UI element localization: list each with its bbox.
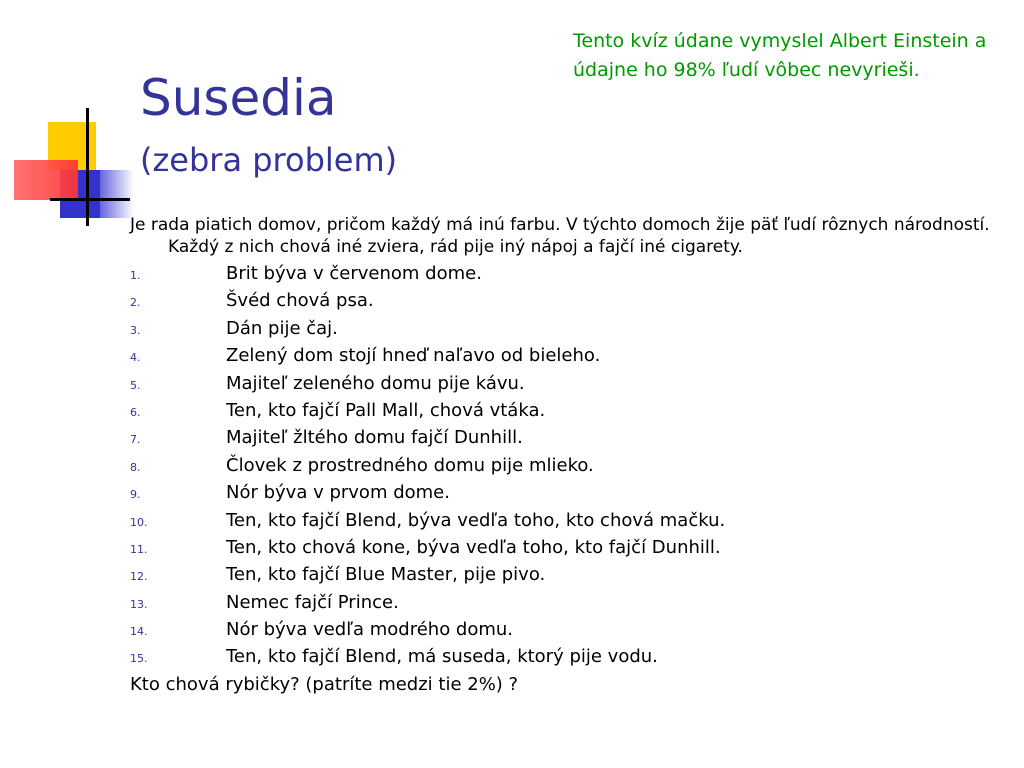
slide-subtitle: (zebra problem)	[140, 141, 398, 179]
clue-number: 15.	[130, 652, 148, 666]
clue-text: Ten, kto fajčí Blend, býva vedľa toho, kto chová mačku.	[226, 509, 726, 531]
clue-number: 3.	[130, 323, 141, 337]
clue-item	[130, 288, 1000, 315]
clue-item	[130, 644, 1000, 671]
clue-number: 2.	[130, 296, 141, 310]
clue-item	[130, 562, 1000, 589]
clue-number: 5.	[130, 378, 141, 392]
clue-item	[130, 590, 1000, 617]
clue-number: 9.	[130, 488, 141, 502]
clue-number: 14.	[130, 625, 148, 639]
clue-text: Nemec fajčí Prince.	[226, 591, 399, 613]
slide-title: Susedia	[140, 69, 337, 127]
clue-item	[130, 371, 1000, 398]
vertical-line	[86, 108, 89, 226]
clue-number: 8.	[130, 460, 141, 474]
clue-text: Švéd chová psa.	[226, 290, 374, 312]
clue-item	[130, 425, 1000, 452]
clue-number: 4.	[130, 351, 141, 365]
clue-item	[130, 535, 1000, 562]
clue-number: 11.	[130, 542, 148, 556]
clue-text: Ten, kto fajčí Blend, má suseda, ktorý pije vodu.	[226, 646, 658, 668]
einstein-note: Tento kvíz údane vymyslel Albert Einstein a údajne ho 98% ľudí vôbec nevyrieši.	[573, 30, 987, 81]
clue-text: Ten, kto fajčí Blue Master, pije pivo.	[226, 564, 546, 586]
clue-text: Majiteľ zeleného domu pije kávu.	[226, 372, 525, 394]
red-rectangle-icon	[14, 160, 78, 200]
intro-paragraph: Je rada piatich domov, pričom každý má inú farbu. V týchto domoch žije päť ľudí rôznych národností. Každý z nich chová iné zviera, rád pije iný nápoj a fajčí iné cigarety.	[130, 215, 990, 257]
clue-item	[130, 398, 1000, 425]
final-question: Kto chová rybičky? (patríte medzi tie 2%) ?	[130, 673, 519, 695]
clue-text: Zelený dom stojí hneď naľavo od bieleho.	[226, 345, 601, 367]
clue-text: Brit býva v červenom dome.	[226, 263, 482, 284]
clue-number: 1.	[130, 269, 141, 282]
horizontal-line	[50, 198, 130, 201]
clue-item	[130, 617, 1000, 644]
clue-text: Ten, kto chová kone, býva vedľa toho, kto fajčí Dunhill.	[226, 536, 721, 558]
clue-item	[130, 316, 1000, 343]
clue-list	[130, 261, 1000, 672]
clue-item	[130, 508, 1000, 535]
clue-item	[130, 261, 1000, 288]
clue-number: 12.	[130, 570, 148, 584]
clue-item	[130, 343, 1000, 370]
slide-logo-decoration	[14, 108, 134, 228]
clue-text: Človek z prostredného domu pije mlieko.	[226, 454, 594, 476]
clue-number: 10.	[130, 515, 148, 529]
clue-text: Dán pije čaj.	[226, 317, 338, 339]
clue-text: Nór býva v prvom dome.	[226, 482, 450, 504]
clue-item	[130, 480, 1000, 507]
clue-text: Ten, kto fajčí Pall Mall, chová vtáka.	[226, 399, 546, 421]
clue-number: 7.	[130, 433, 141, 447]
clue-text: Nór býva vedľa modrého domu.	[226, 619, 514, 641]
slide-body	[130, 214, 1000, 698]
clue-text: Majiteľ žltého domu fajčí Dunhill.	[226, 427, 523, 449]
clue-number: 13.	[130, 597, 148, 611]
clue-number: 6.	[130, 405, 141, 419]
blue-gradient-square-icon	[100, 170, 134, 218]
clue-item	[130, 453, 1000, 480]
